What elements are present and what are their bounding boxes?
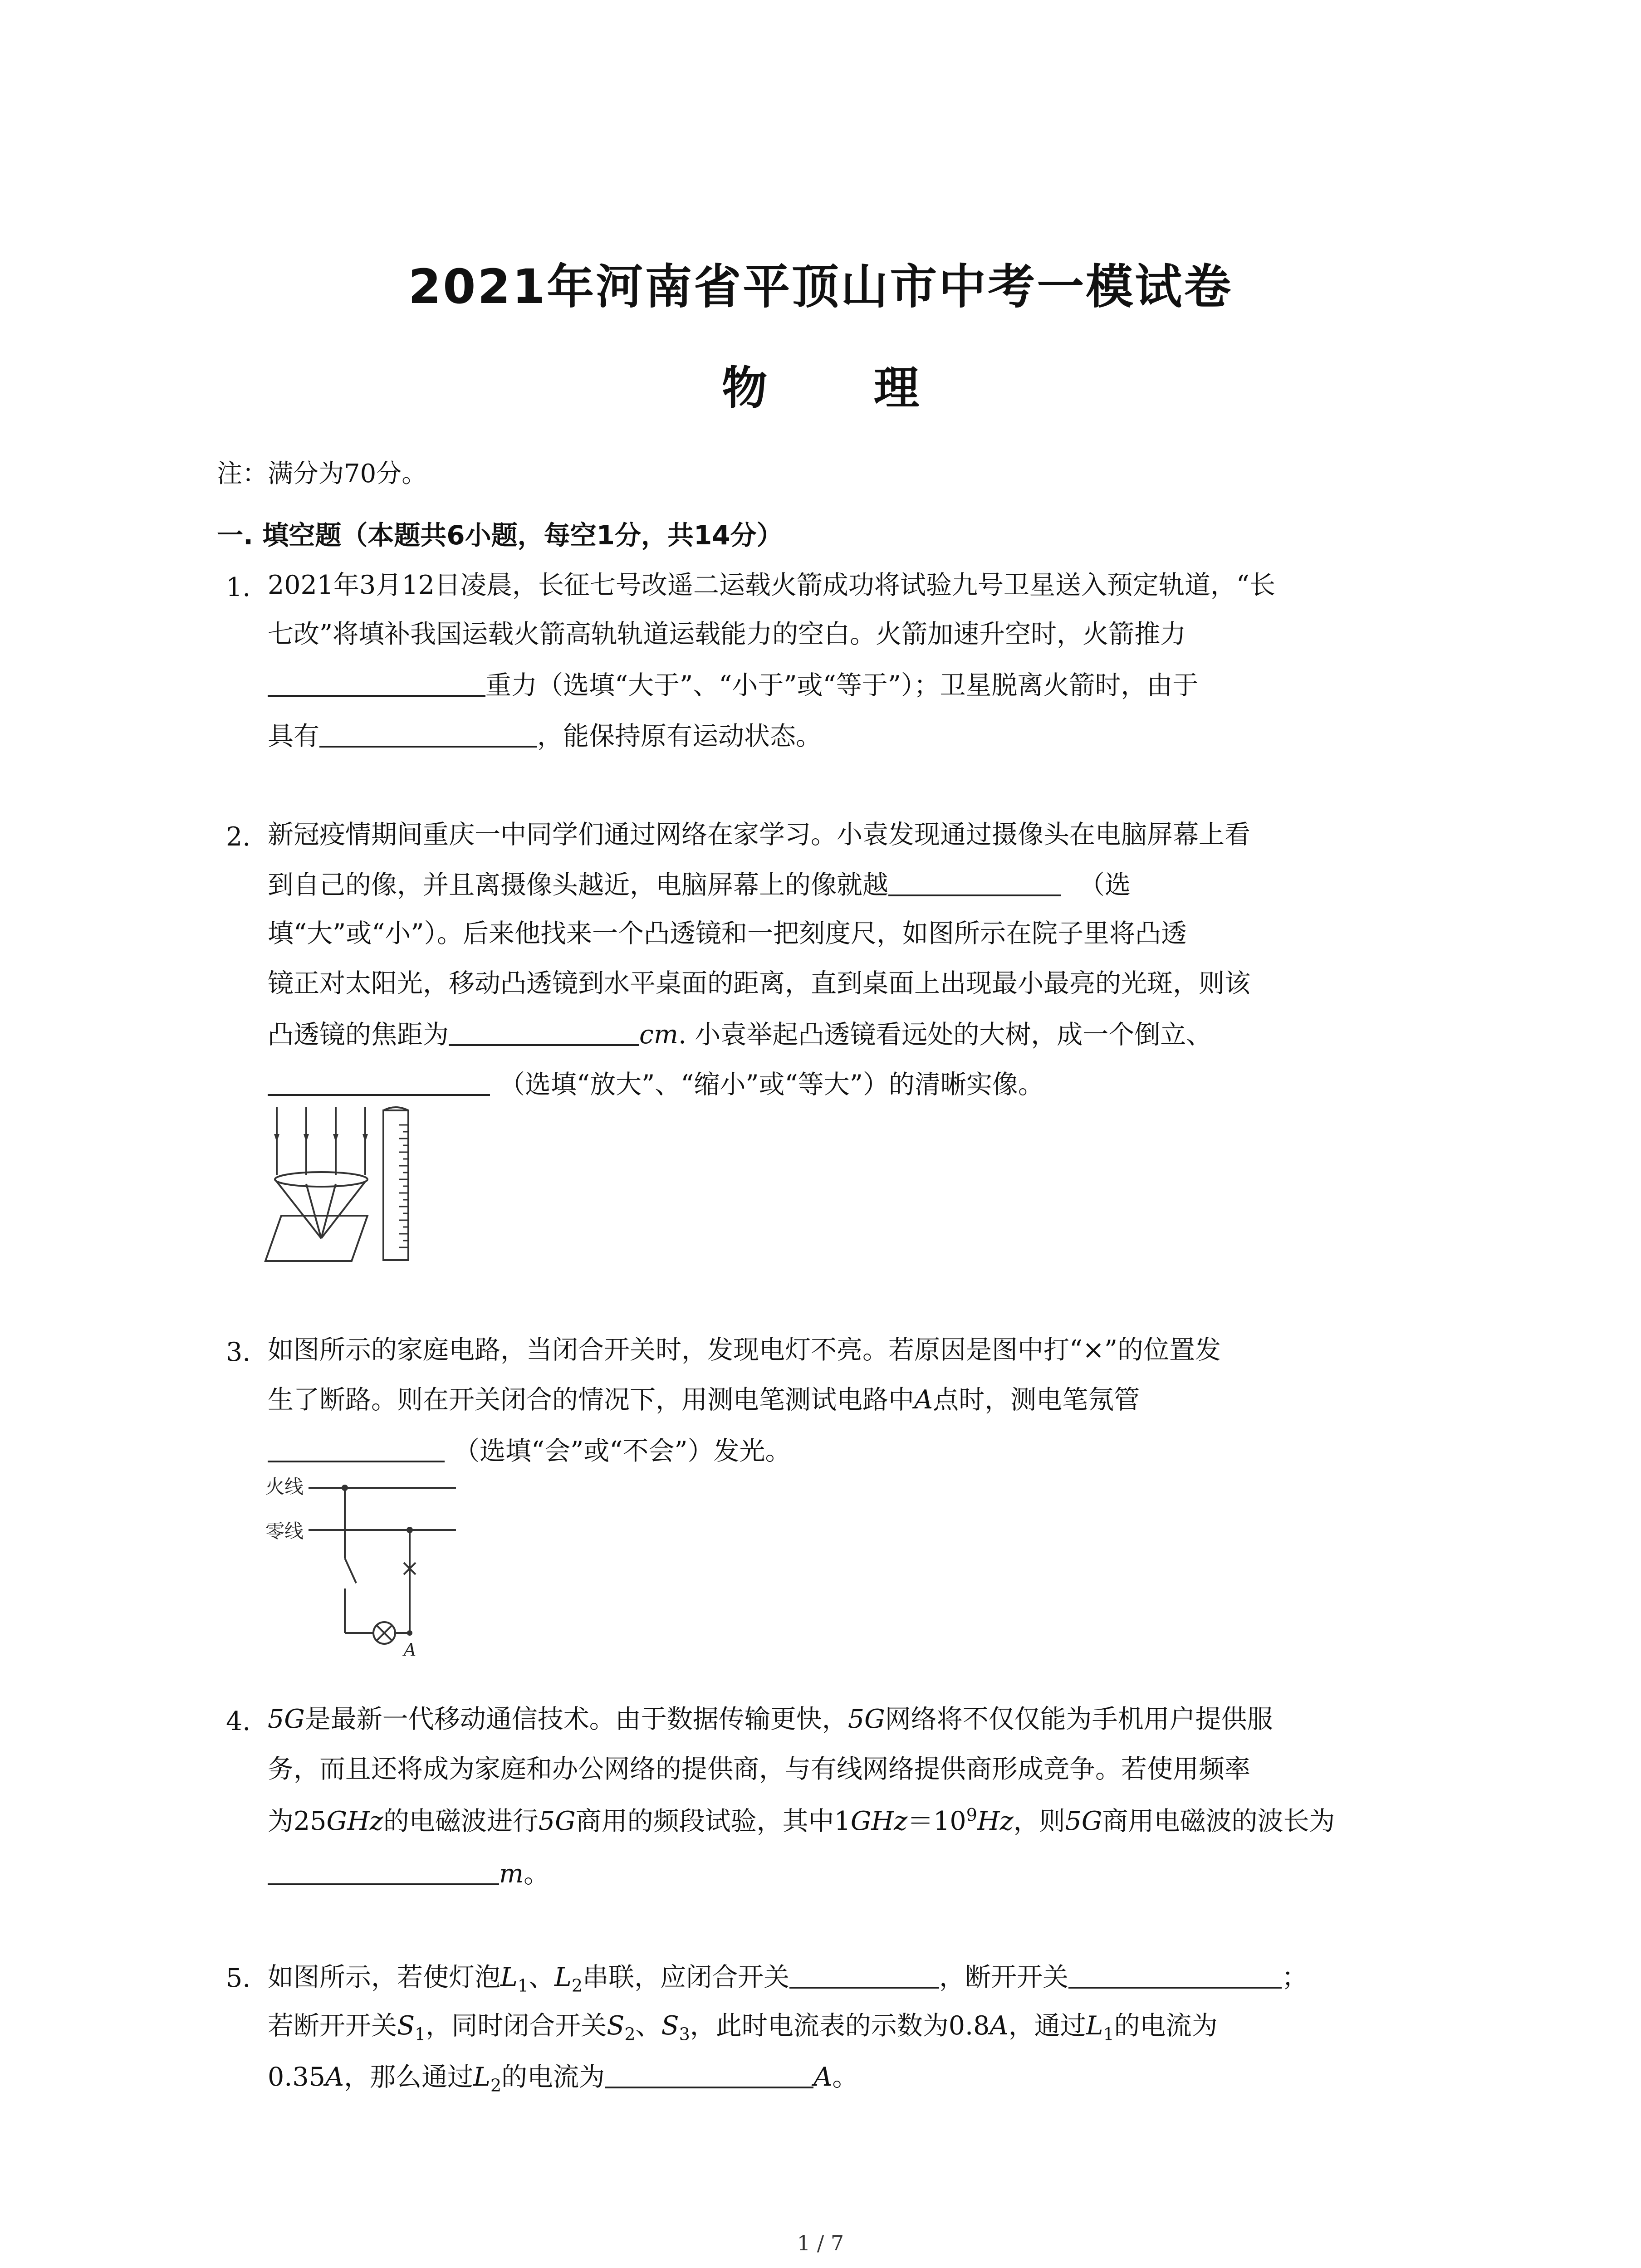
- question-text-line: （选填“会”或“不会”）发光。: [268, 1437, 791, 1464]
- question-text-line: 具有 ，能保持原有运动状态。: [268, 721, 822, 751]
- question-text-line: 七改”将填补我国运载火箭高轨轨道运载能力的空白。火箭加速升空时，火箭推力: [268, 619, 1186, 649]
- section-heading: 一. 填空题（本题共6小题，每空1分，共14分）: [217, 520, 783, 551]
- answer-blank[interactable]: [1068, 1963, 1282, 1989]
- question-text-line: 2021年3月12日凌晨，长征七号改遥二运载火箭成功将试验九号卫星送入预定轨道，“长: [268, 570, 1275, 600]
- point-a-label: A: [404, 1640, 416, 1660]
- question-number: 5.: [226, 1963, 251, 1993]
- answer-blank[interactable]: [888, 871, 1061, 896]
- ruler: [383, 1110, 408, 1260]
- answer-blank[interactable]: [605, 2063, 813, 2088]
- convex-lens: [275, 1172, 367, 1187]
- question-text-line: 为25GHz的电磁波进行5G商用的频段试验，其中$1GHz=10^9Hz$，则5G商用电磁波的波长为: [268, 1805, 1335, 1836]
- question-number: 1.: [226, 572, 251, 602]
- question-number: 4.: [226, 1706, 251, 1736]
- question-text-line: 若断开开关$S_1$，同时闭合开关$S_2$、$S_3$，此时电流表的示数为0.8A，通过$L_1$的电流为: [268, 2011, 1218, 2044]
- answer-blank[interactable]: [268, 1437, 445, 1462]
- question-text-line: （选填“放大”、“缩小”或“等大”）的清晰实像。: [268, 1070, 1044, 1098]
- question-text-line: 如图所示，若使灯泡$L_1$、$L_2$串联，应闭合开关 ，断开开关 ；: [268, 1962, 1308, 1996]
- question-text-line: 新冠疫情期间重庆一中同学们通过网络在家学习。小袁发现通过摄像头在电脑屏幕上看: [268, 820, 1250, 850]
- live-wire-label: 火线: [265, 1476, 304, 1498]
- question-text-line: 务，而且还将成为家庭和办公网络的提供商，与有线网络提供商形成竞争。若使用频率: [268, 1754, 1250, 1784]
- question-text-line: 5G是最新一代移动通信技术。由于数据传输更快，5G网络将不仅仅能为手机用户提供服: [268, 1704, 1273, 1734]
- question-text-line: 生了断路。则在开关闭合的情况下，用测电笔测试电路中A点时，测电笔氖管: [268, 1385, 1140, 1415]
- question-text-line: 0.35A，那么通过$L_2$的电流为 A。: [268, 2062, 858, 2096]
- question-number: 3.: [226, 1337, 251, 1367]
- question-number: 2.: [226, 822, 251, 852]
- exam-note: 注：满分为70分。: [217, 459, 427, 489]
- question-text-line: 镜正对太阳光，移动凸透镜到水平桌面的距离，直到桌面上出现最小最亮的光斑，则该: [268, 968, 1250, 998]
- page-number: 1 / 7: [797, 2231, 844, 2255]
- answer-blank[interactable]: [449, 1021, 639, 1046]
- household-circuit-figure: [265, 1470, 456, 1660]
- subject-title: 物 理: [722, 362, 965, 415]
- question-text-line: 到自己的像，并且离摄像头越近，电脑屏幕上的像就越 （选: [268, 870, 1131, 900]
- question-text-line: 重力（选填“大于”、“小于”或“等于”）；卫星脱离火箭时，由于: [268, 671, 1198, 699]
- answer-blank[interactable]: [268, 671, 485, 697]
- switch: [345, 1558, 356, 1583]
- neutral-wire-label: 零线: [265, 1520, 304, 1542]
- question-text-line: 凸透镜的焦距为 cm. 小袁举起凸透镜看远处的大树，成一个倒立、: [268, 1020, 1212, 1050]
- answer-blank[interactable]: [268, 1070, 490, 1096]
- question-text-line: m。: [268, 1860, 549, 1887]
- answer-blank[interactable]: [789, 1963, 939, 1989]
- lens-ruler-figure: [263, 1107, 436, 1275]
- exam-title: 2021年河南省平顶山市中考一模试卷: [408, 259, 1233, 314]
- question-text-line: 如图所示的家庭电路，当闭合开关时，发现电灯不亮。若原因是图中打“×”的位置发: [268, 1335, 1221, 1365]
- answer-blank[interactable]: [319, 722, 537, 748]
- question-text-line: 填“大”或“小”）。后来他找来一个凸透镜和一把刻度尺，如图所示在院子里将凸透: [268, 919, 1187, 948]
- answer-blank[interactable]: [268, 1860, 499, 1885]
